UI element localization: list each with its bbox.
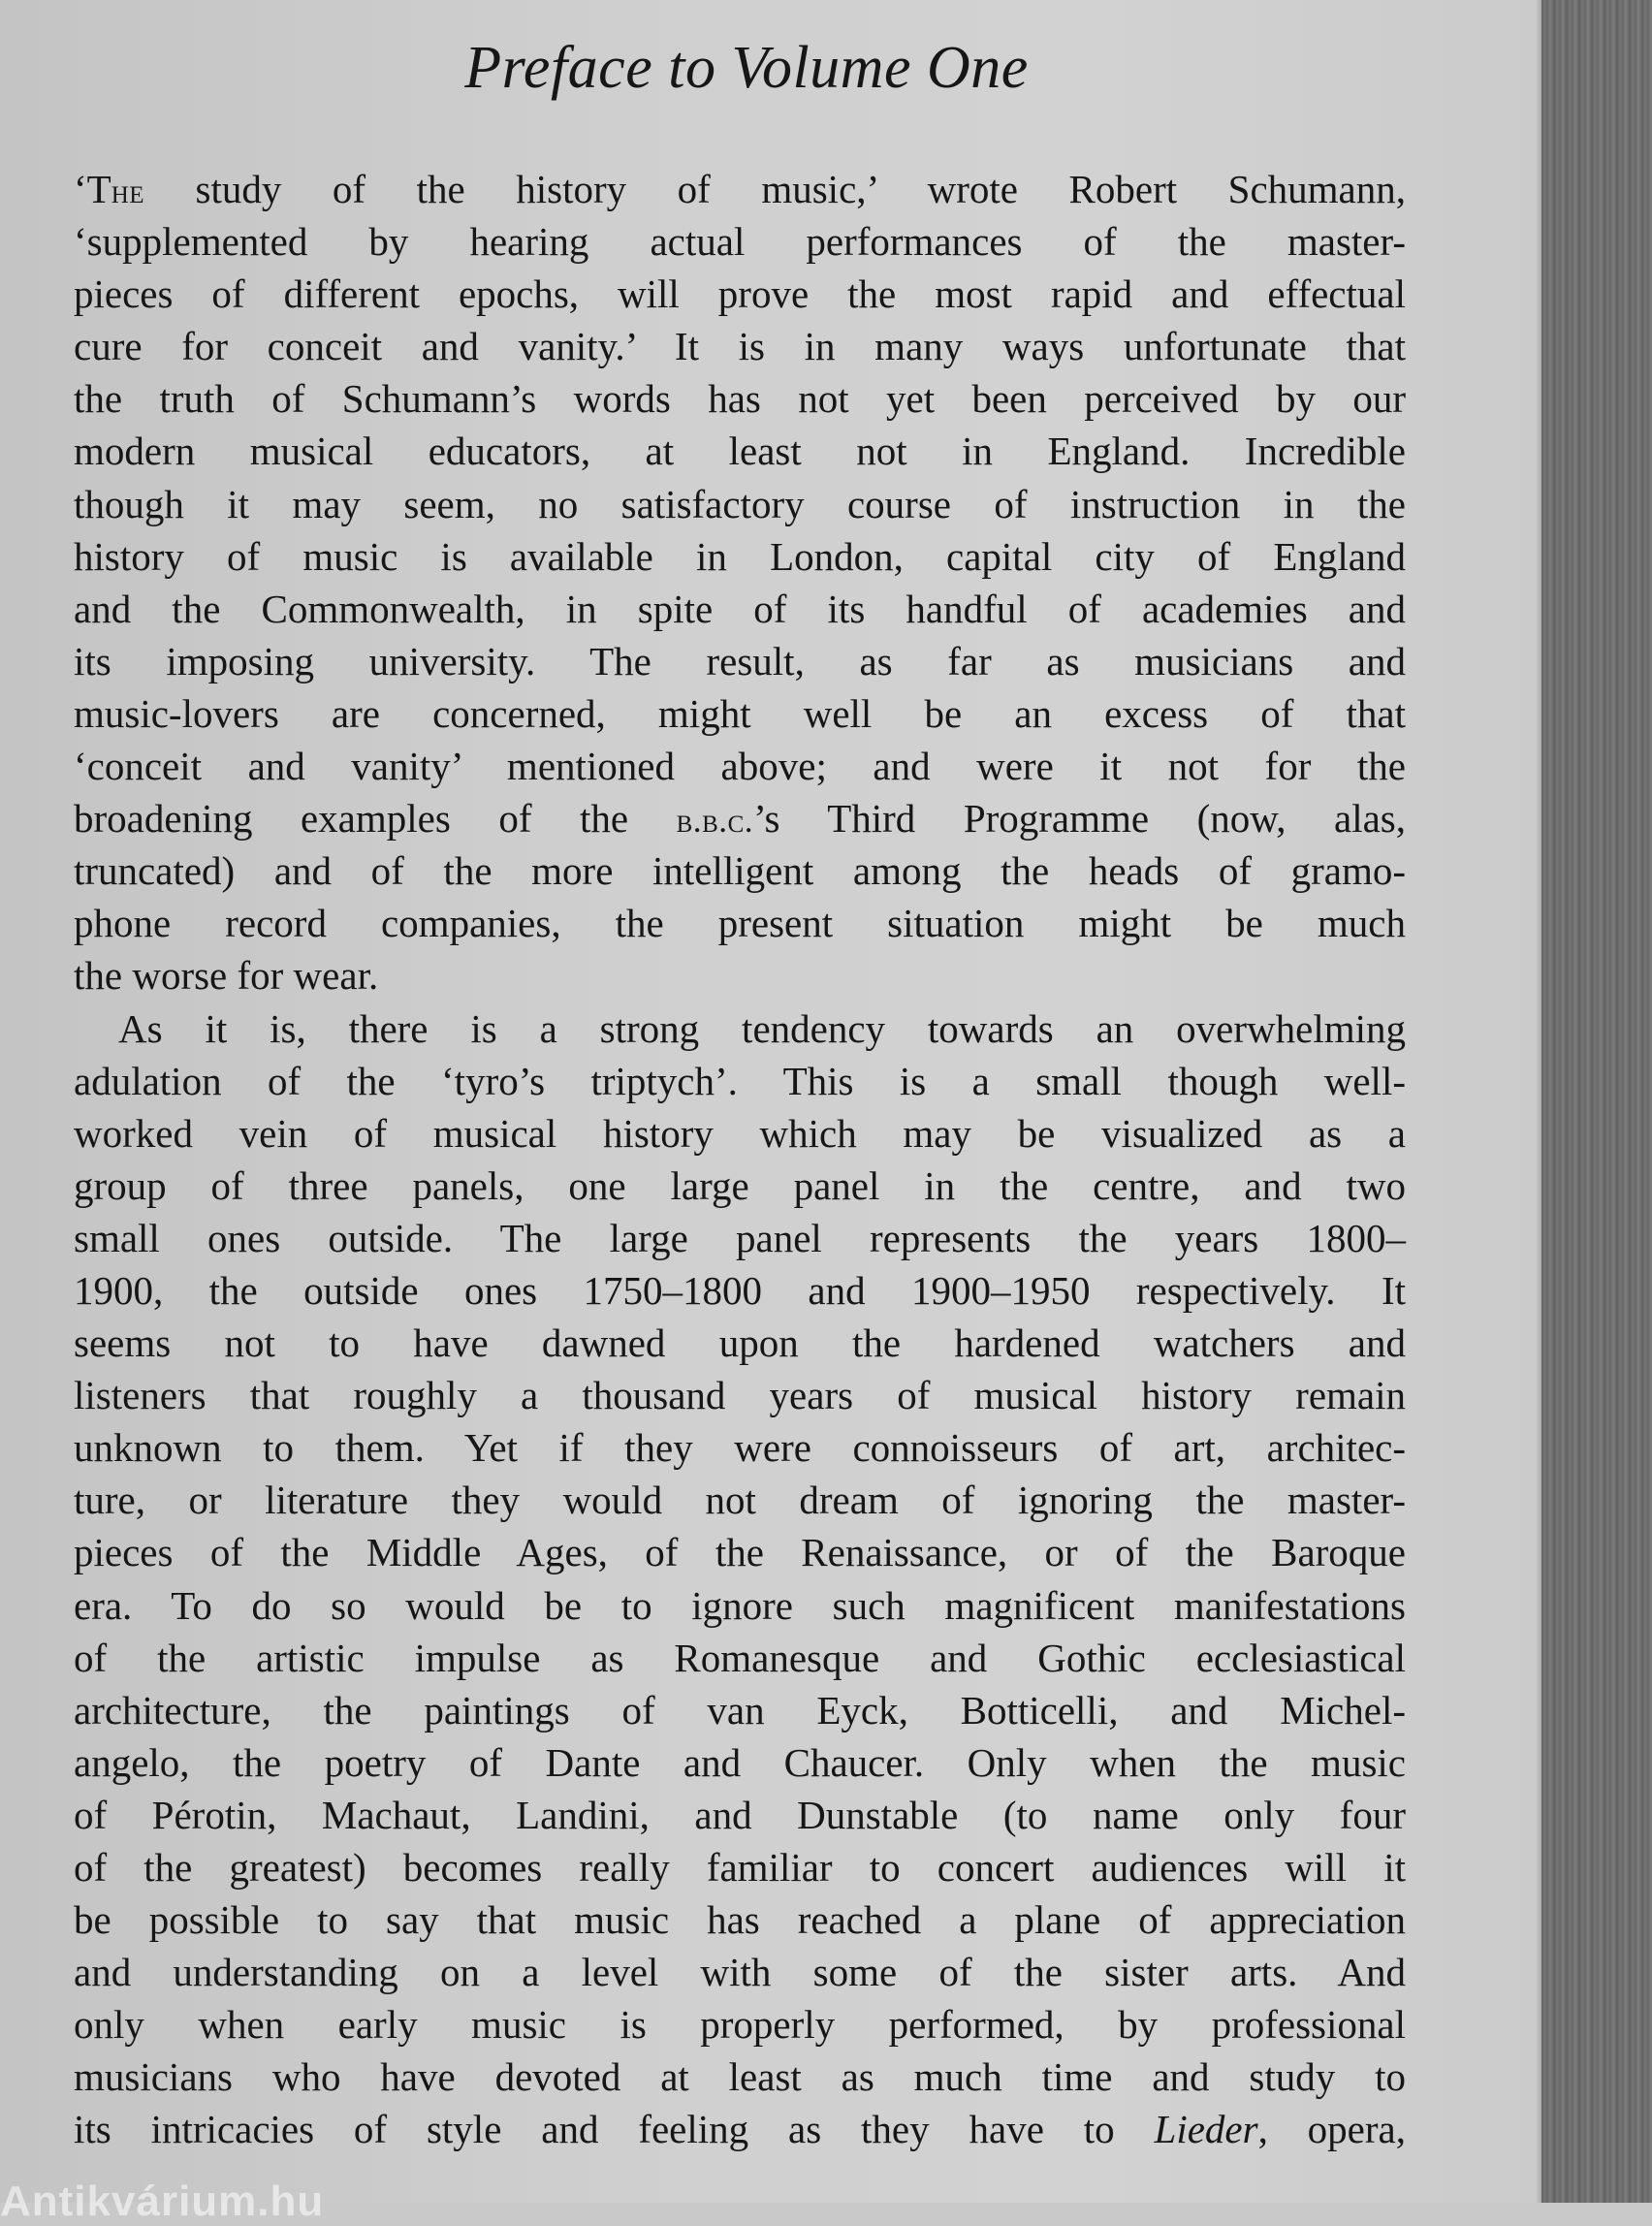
preface-text bbox=[74, 163, 1406, 2156]
text-line bbox=[74, 372, 1406, 425]
text-segment: phone record companies, the present situation might be much bbox=[74, 901, 1406, 946]
text-line bbox=[74, 1107, 1406, 1160]
text-line bbox=[74, 1421, 1406, 1474]
text-line bbox=[74, 1684, 1406, 1736]
text-segment: musicians who have devoted at least as much time and study to bbox=[74, 2054, 1406, 2100]
text-line bbox=[74, 268, 1406, 320]
text-segment: of the artistic impulse as Romanesque and Gothic ecclesiastical bbox=[74, 1635, 1406, 1680]
text-segment: listeners that roughly a thousand years of musical history remain bbox=[74, 1373, 1406, 1418]
text-segment: era. To do so would be to ignore such magnificent manifestations bbox=[74, 1582, 1406, 1628]
text-segment: history of music is available in London, capital city of England bbox=[74, 533, 1406, 579]
text-segment: of the greatest) becomes really familiar to concert audiences will it bbox=[74, 1845, 1406, 1890]
text-line bbox=[74, 320, 1406, 372]
italic-text: Lieder bbox=[1154, 2107, 1258, 2152]
text-segment: ’s Third Programme (now, alas, bbox=[753, 796, 1406, 842]
text-line bbox=[74, 1369, 1406, 1421]
text-line bbox=[74, 1317, 1406, 1369]
text-line bbox=[74, 583, 1406, 635]
text-segment: only when early music is properly performed, by professional bbox=[74, 2002, 1406, 2048]
text-segment: As it is, there is a strong tendency towards an overwhelming bbox=[118, 1005, 1406, 1051]
text-line bbox=[74, 1841, 1406, 1893]
text-segment: , opera, bbox=[1257, 2107, 1406, 2152]
text-segment: and understanding on a level with some of the sister arts. And bbox=[74, 1950, 1406, 1995]
text-segment: its imposing university. The result, as far as musicians and bbox=[74, 638, 1406, 684]
text-segment: be possible to say that music has reached a plane of appreciation bbox=[74, 1897, 1406, 1943]
text-line bbox=[74, 2103, 1406, 2155]
text-line bbox=[74, 1526, 1406, 1578]
text-segment: and the Commonwealth, in spite of its handful of academies and bbox=[74, 586, 1406, 631]
text-line bbox=[74, 1736, 1406, 1789]
text-segment: unknown to them. Yet if they were connoisseurs of art, architec- bbox=[74, 1425, 1406, 1471]
text-segment: study of the history of music,’ wrote Robert Schumann, bbox=[144, 167, 1406, 211]
text-segment: its intricacies of style and feeling as they have to bbox=[74, 2107, 1155, 2152]
text-line bbox=[74, 163, 1406, 215]
text-line bbox=[74, 1055, 1406, 1107]
text-segment: ‘T bbox=[74, 167, 111, 211]
text-segment: truncated) and of the more intelligent among the heads of gramo- bbox=[74, 848, 1406, 894]
text-line bbox=[74, 2051, 1406, 2103]
text-line bbox=[74, 1579, 1406, 1632]
text-segment: cure for conceit and vanity.’ It is in many ways unfortunate that bbox=[74, 324, 1406, 369]
text-line bbox=[74, 1893, 1406, 1946]
text-segment: 1900, the outside ones 1750–1800 and 1900–1950 respectively. It bbox=[74, 1267, 1406, 1313]
text-line bbox=[74, 897, 1406, 949]
text-line bbox=[74, 425, 1406, 477]
text-segment: adulation of the ‘tyro’s triptych’. This is a small though well- bbox=[74, 1058, 1406, 1103]
text-segment: angelo, the poetry of Dante and Chaucer. Only when the music bbox=[74, 1739, 1406, 1785]
text-line bbox=[74, 1632, 1406, 1684]
text-segment: music-lovers are concerned, might well be an excess of that bbox=[74, 690, 1406, 736]
text-line bbox=[74, 1264, 1406, 1317]
text-segment: the truth of Schumann’s words has not yet been perceived by our bbox=[74, 376, 1406, 422]
text-line bbox=[74, 215, 1406, 268]
text-line bbox=[74, 635, 1406, 687]
text-segment: small ones outside. The large panel represents the years 1800– bbox=[74, 1215, 1406, 1260]
text-segment: of Pérotin, Machaut, Landini, and Dunstable (to name only four bbox=[74, 1792, 1406, 1837]
small-caps-text: he bbox=[111, 173, 145, 210]
text-segment: modern musical educators, at least not in England. Incredible bbox=[74, 429, 1406, 474]
text-segment: ‘supplemented by hearing actual performances of the master- bbox=[74, 219, 1406, 265]
text-line bbox=[74, 792, 1406, 844]
text-segment: ‘conceit and vanity’ mentioned above; and were it not for the bbox=[74, 744, 1406, 789]
text-segment: the worse for wear. bbox=[74, 953, 379, 999]
text-segment: pieces of different epochs, will prove the most rapid and effectual bbox=[74, 271, 1406, 317]
text-line bbox=[74, 740, 1406, 792]
text-segment: pieces of the Middle Ages, of the Renaissance, or of the Baroque bbox=[74, 1530, 1406, 1575]
text-line bbox=[74, 844, 1406, 897]
text-segment: group of three panels, one large panel in the centre, and two bbox=[74, 1162, 1406, 1208]
text-line bbox=[74, 1998, 1406, 2051]
text-line bbox=[74, 1212, 1406, 1264]
text-segment: though it may seem, no satisfactory course of instruction in the bbox=[74, 481, 1406, 526]
text-line bbox=[74, 1789, 1406, 1841]
text-line bbox=[74, 949, 1406, 1002]
book-edge bbox=[1541, 0, 1652, 2203]
text-line bbox=[74, 1946, 1406, 1998]
text-segment: seems not to have dawned upon the hardened watchers and bbox=[74, 1320, 1406, 1366]
page-title: Preface to Volume One bbox=[464, 35, 1029, 101]
text-segment: ture, or literature they would not dream of ignoring the master- bbox=[74, 1478, 1406, 1523]
text-segment: architecture, the paintings of van Eyck, Botticelli, and Michel- bbox=[74, 1687, 1406, 1733]
text-line bbox=[74, 1160, 1406, 1212]
small-caps-text: b.b.c. bbox=[676, 802, 754, 841]
text-line bbox=[74, 478, 1406, 530]
text-segment: broadening examples of the bbox=[74, 796, 677, 842]
watermark: Antikvárium.hu bbox=[0, 2178, 325, 2225]
text-segment: worked vein of musical history which may be visualized as a bbox=[74, 1110, 1406, 1156]
text-line bbox=[74, 687, 1406, 740]
text-line bbox=[74, 1474, 1406, 1526]
text-line bbox=[74, 1002, 1406, 1055]
text-line bbox=[74, 530, 1406, 583]
